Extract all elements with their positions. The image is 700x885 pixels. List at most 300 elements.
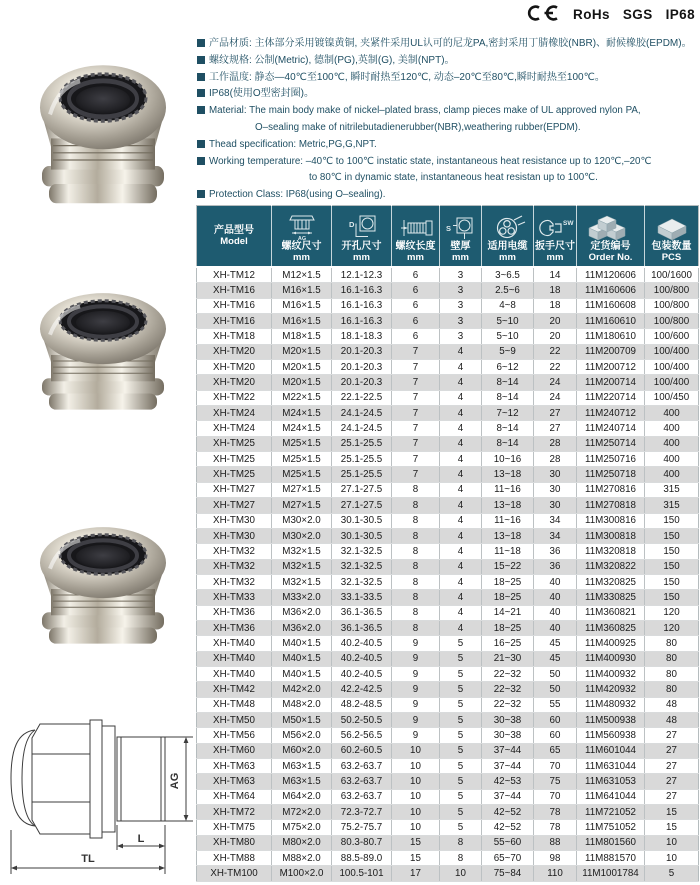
wrench-icon bbox=[536, 214, 574, 241]
table-cell: 4 bbox=[440, 344, 482, 359]
table-cell: 37~44 bbox=[482, 789, 534, 804]
table-cell: 18 bbox=[534, 283, 577, 298]
table-cell: 7 bbox=[392, 452, 440, 467]
table-cell: XH-TM56 bbox=[197, 728, 272, 743]
table-cell: 22~32 bbox=[482, 697, 534, 712]
table-cell: 40 bbox=[534, 605, 577, 620]
table-cell: 8~14 bbox=[482, 375, 534, 390]
table-cell: 8 bbox=[392, 605, 440, 620]
spec-list bbox=[197, 36, 700, 204]
table-cell: 30.1-30.5 bbox=[332, 528, 392, 543]
table-cell: 8 bbox=[392, 544, 440, 559]
table-cell: XH-TM16 bbox=[197, 314, 272, 329]
table-cell: 37~44 bbox=[482, 743, 534, 758]
svg-text:S: S bbox=[445, 224, 451, 233]
table-row bbox=[197, 360, 699, 375]
table-row bbox=[197, 314, 699, 329]
table-cell: XH-TM25 bbox=[197, 467, 272, 482]
table-cell: 78 bbox=[534, 805, 577, 820]
table-cell: 42~53 bbox=[482, 774, 534, 789]
table-cell: M88×2.0 bbox=[272, 851, 332, 866]
table-cell: M22×1.5 bbox=[272, 390, 332, 405]
table-cell: 4 bbox=[440, 590, 482, 605]
table-cell: 17 bbox=[392, 866, 440, 881]
table-cell: 65 bbox=[534, 743, 577, 758]
table-cell: 48 bbox=[645, 697, 699, 712]
table-row bbox=[197, 498, 699, 513]
ce-mark-icon bbox=[526, 5, 560, 24]
table-cell: 28 bbox=[534, 452, 577, 467]
svg-text:D: D bbox=[348, 220, 354, 229]
table-cell: 9 bbox=[392, 636, 440, 651]
table-cell: 8 bbox=[392, 513, 440, 528]
table-cell: 11M160610 bbox=[577, 314, 645, 329]
table-cell: 27 bbox=[534, 421, 577, 436]
table-cell: 14 bbox=[534, 267, 577, 283]
table-cell: 5 bbox=[440, 712, 482, 727]
table-cell: 9 bbox=[392, 651, 440, 666]
table-cell: 5 bbox=[645, 866, 699, 881]
table-cell: M25×1.5 bbox=[272, 467, 332, 482]
table-cell: M20×1.5 bbox=[272, 375, 332, 390]
table-cell: M60×2.0 bbox=[272, 743, 332, 758]
table-cell: 40 bbox=[534, 620, 577, 635]
table-row bbox=[197, 866, 699, 881]
table-cell: 4 bbox=[440, 605, 482, 620]
table-cell: 36 bbox=[534, 544, 577, 559]
table-cell: 10 bbox=[645, 835, 699, 850]
table-cell: 10 bbox=[392, 774, 440, 789]
bullet-square-icon bbox=[197, 89, 205, 97]
table-cell: 5 bbox=[440, 682, 482, 697]
table-cell: 24.1-24.5 bbox=[332, 421, 392, 436]
table-cell: 10 bbox=[440, 866, 482, 881]
table-cell: 3 bbox=[440, 283, 482, 298]
table-row bbox=[197, 482, 699, 497]
table-cell: 63.2-63.7 bbox=[332, 759, 392, 774]
table-cell: 5 bbox=[440, 759, 482, 774]
table-cell: 16.1-16.3 bbox=[332, 298, 392, 313]
table-cell: 6~12 bbox=[482, 360, 534, 375]
table-cell: 4 bbox=[440, 421, 482, 436]
spec-material-cn: 产品材质: 主体部分采用镀镍黄铜, 夹紧件采用UL认可的尼龙PA,密封采用丁腈橡胶(NBR)、耐候橡胶(EPDM)。 bbox=[197, 36, 700, 53]
table-row bbox=[197, 743, 699, 758]
table-cell: 11M320825 bbox=[577, 574, 645, 589]
table-cell: 6 bbox=[392, 298, 440, 313]
table-cell: XH-TM48 bbox=[197, 697, 272, 712]
table-cell: XH-TM24 bbox=[197, 406, 272, 421]
table-row bbox=[197, 574, 699, 589]
table-cell: 11M631053 bbox=[577, 774, 645, 789]
table-cell: 70 bbox=[534, 789, 577, 804]
table-cell: 100/800 bbox=[645, 283, 699, 298]
table-cell: 6 bbox=[392, 283, 440, 298]
table-cell: XH-TM60 bbox=[197, 743, 272, 758]
table-cell: M63×1.5 bbox=[272, 774, 332, 789]
table-cell: M100×2.0 bbox=[272, 866, 332, 881]
table-cell: M12×1.5 bbox=[272, 267, 332, 283]
table-cell: 22~32 bbox=[482, 666, 534, 681]
cert-rohs: RoHs bbox=[573, 7, 610, 22]
table-cell: 63.2-63.7 bbox=[332, 774, 392, 789]
table-cell: M48×2.0 bbox=[272, 697, 332, 712]
table-cell: XH-TM20 bbox=[197, 344, 272, 359]
col-wall-thickness: S 壁厚 mm bbox=[440, 206, 482, 268]
table-cell: 6 bbox=[392, 314, 440, 329]
table-cell: XH-TM88 bbox=[197, 851, 272, 866]
table-cell: 24.1-24.5 bbox=[332, 406, 392, 421]
table-cell: 4 bbox=[440, 544, 482, 559]
table-cell: M16×1.5 bbox=[272, 283, 332, 298]
table-cell: 12.1-12.3 bbox=[332, 267, 392, 283]
table-row bbox=[197, 851, 699, 866]
table-cell: 4 bbox=[440, 406, 482, 421]
table-cell: 4 bbox=[440, 452, 482, 467]
drawing-label-ag: AG bbox=[169, 772, 181, 790]
table-row bbox=[197, 820, 699, 835]
table-row bbox=[197, 452, 699, 467]
table-cell: M20×1.5 bbox=[272, 344, 332, 359]
table-cell: 150 bbox=[645, 528, 699, 543]
spec-temperature-en: Working temperature: –40℃ to 100℃ instatic state, instantaneous heat resistance up to 120℃,–20℃ bbox=[197, 154, 700, 171]
wall-thickness-icon bbox=[443, 214, 479, 241]
table-cell: 10 bbox=[392, 759, 440, 774]
table-cell: 32.1-32.5 bbox=[332, 559, 392, 574]
table-cell: 3~6.5 bbox=[482, 267, 534, 283]
table-cell: 70 bbox=[534, 759, 577, 774]
package-box-icon bbox=[652, 214, 692, 241]
table-cell: 11M360825 bbox=[577, 620, 645, 635]
svg-text:SW: SW bbox=[563, 220, 574, 227]
bullet-square-icon bbox=[197, 39, 205, 47]
table-cell: 34 bbox=[534, 528, 577, 543]
table-cell: 8 bbox=[392, 620, 440, 635]
table-cell: 48 bbox=[645, 712, 699, 727]
col-order-no: 定货编号 Order No. bbox=[577, 206, 645, 268]
table-cell: 11M881570 bbox=[577, 851, 645, 866]
table-cell: 5 bbox=[440, 636, 482, 651]
cert-sgs: SGS bbox=[622, 7, 653, 22]
table-cell: 11M641044 bbox=[577, 789, 645, 804]
table-cell: XH-TM25 bbox=[197, 436, 272, 451]
table-cell: 27 bbox=[645, 774, 699, 789]
table-row bbox=[197, 759, 699, 774]
drawing-label-l: L bbox=[137, 833, 145, 845]
table-cell: XH-TM27 bbox=[197, 482, 272, 497]
table-cell: 11M200714 bbox=[577, 375, 645, 390]
table-cell: 8 bbox=[392, 559, 440, 574]
table-cell: 80 bbox=[645, 682, 699, 697]
spec-material-en: Material: The main body make of nickel–plated brass, clamp pieces make of UL approved nylon PA, bbox=[197, 103, 700, 120]
table-cell: 14~21 bbox=[482, 605, 534, 620]
table-cell: 11M721052 bbox=[577, 805, 645, 820]
table-cell: 10 bbox=[392, 805, 440, 820]
table-cell: XH-TM20 bbox=[197, 375, 272, 390]
table-cell: 11M631044 bbox=[577, 759, 645, 774]
col-thread-length: 螺纹长度 mm bbox=[392, 206, 440, 268]
table-cell: M33×2.0 bbox=[272, 590, 332, 605]
bullet-square-icon bbox=[197, 106, 205, 114]
table-cell: XH-TM36 bbox=[197, 605, 272, 620]
table-cell: XH-TM63 bbox=[197, 774, 272, 789]
table-cell: 10~16 bbox=[482, 452, 534, 467]
table-cell: 20.1-20.3 bbox=[332, 344, 392, 359]
table-cell: 6 bbox=[392, 267, 440, 283]
order-boxes-icon bbox=[585, 214, 637, 241]
table-cell: XH-TM22 bbox=[197, 390, 272, 405]
table-cell: 63.2-63.7 bbox=[332, 789, 392, 804]
table-cell: XH-TM16 bbox=[197, 298, 272, 313]
table-cell: 24 bbox=[534, 375, 577, 390]
table-cell: 4 bbox=[440, 482, 482, 497]
spec-table bbox=[196, 205, 699, 882]
bullet-square-icon bbox=[197, 190, 205, 198]
table-cell: M25×1.5 bbox=[272, 452, 332, 467]
table-cell: 8~14 bbox=[482, 421, 534, 436]
col-model: 产品型号 Model bbox=[197, 206, 272, 268]
table-cell: 11M200712 bbox=[577, 360, 645, 375]
table-cell: 400 bbox=[645, 452, 699, 467]
table-cell: 11M601044 bbox=[577, 743, 645, 758]
table-cell: 10 bbox=[392, 789, 440, 804]
table-cell: 80 bbox=[645, 666, 699, 681]
table-cell: M64×2.0 bbox=[272, 789, 332, 804]
table-row bbox=[197, 283, 699, 298]
table-cell: 15 bbox=[392, 835, 440, 850]
table-cell: 30 bbox=[534, 467, 577, 482]
table-cell: M40×1.5 bbox=[272, 651, 332, 666]
table-cell: M56×2.0 bbox=[272, 728, 332, 743]
table-cell: 30~38 bbox=[482, 712, 534, 727]
table-cell: 11M240712 bbox=[577, 406, 645, 421]
table-header-row bbox=[197, 206, 699, 268]
drawing-label-tl: TL bbox=[81, 853, 95, 865]
table-cell: 4 bbox=[440, 498, 482, 513]
table-cell: 15~22 bbox=[482, 559, 534, 574]
table-cell: 4 bbox=[440, 467, 482, 482]
table-cell: XH-TM64 bbox=[197, 789, 272, 804]
table-cell: 36.1-36.5 bbox=[332, 620, 392, 635]
table-cell: M40×1.5 bbox=[272, 666, 332, 681]
table-cell: 8 bbox=[392, 498, 440, 513]
table-cell: 100/1600 bbox=[645, 267, 699, 283]
table-cell: 22 bbox=[534, 360, 577, 375]
table-cell: 8 bbox=[440, 851, 482, 866]
table-cell: 8 bbox=[392, 528, 440, 543]
table-cell: 16~25 bbox=[482, 636, 534, 651]
table-cell: 5~9 bbox=[482, 344, 534, 359]
table-cell: 150 bbox=[645, 544, 699, 559]
table-cell: 100/400 bbox=[645, 360, 699, 375]
table-cell: 75.2-75.7 bbox=[332, 820, 392, 835]
table-row bbox=[197, 406, 699, 421]
table-cell: 27 bbox=[645, 728, 699, 743]
table-cell: 50 bbox=[534, 666, 577, 681]
thread-size-icon bbox=[284, 214, 320, 241]
table-cell: 11M160606 bbox=[577, 283, 645, 298]
table-cell: 27 bbox=[534, 406, 577, 421]
table-cell: 5 bbox=[440, 666, 482, 681]
table-cell: 42~52 bbox=[482, 805, 534, 820]
table-cell: 4 bbox=[440, 559, 482, 574]
table-cell: XH-TM40 bbox=[197, 666, 272, 681]
table-cell: 11M120606 bbox=[577, 267, 645, 283]
table-cell: 4~8 bbox=[482, 298, 534, 313]
table-row bbox=[197, 789, 699, 804]
table-cell: XH-TM42 bbox=[197, 682, 272, 697]
spec-protection-en: Protection Class: IP68(using O–sealing). bbox=[197, 187, 700, 204]
table-cell: 11M220714 bbox=[577, 390, 645, 405]
table-cell: 5 bbox=[440, 774, 482, 789]
table-cell: M63×1.5 bbox=[272, 759, 332, 774]
table-cell: 7 bbox=[392, 360, 440, 375]
table-cell: 56.2-56.5 bbox=[332, 728, 392, 743]
table-cell: XH-TM30 bbox=[197, 513, 272, 528]
table-cell: 5~10 bbox=[482, 329, 534, 344]
table-cell: 4 bbox=[440, 436, 482, 451]
table-row bbox=[197, 666, 699, 681]
table-cell: XH-TM33 bbox=[197, 590, 272, 605]
table-cell: 36 bbox=[534, 559, 577, 574]
table-cell: 11M250714 bbox=[577, 436, 645, 451]
table-cell: M50×1.5 bbox=[272, 712, 332, 727]
table-cell: 100/600 bbox=[645, 329, 699, 344]
table-cell: 315 bbox=[645, 498, 699, 513]
table-row bbox=[197, 697, 699, 712]
table-cell: 4 bbox=[440, 375, 482, 390]
table-cell: 11M400930 bbox=[577, 651, 645, 666]
table-cell: 8 bbox=[392, 482, 440, 497]
table-cell: 88.5-89.0 bbox=[332, 851, 392, 866]
table-cell: M24×1.5 bbox=[272, 421, 332, 436]
table-cell: 11~16 bbox=[482, 513, 534, 528]
table-cell: 150 bbox=[645, 590, 699, 605]
table-cell: XH-TM32 bbox=[197, 574, 272, 589]
table-cell: 60 bbox=[534, 712, 577, 727]
table-cell: 11M400932 bbox=[577, 666, 645, 681]
product-photo-2 bbox=[28, 282, 178, 434]
table-cell: 88 bbox=[534, 835, 577, 850]
table-cell: 5~10 bbox=[482, 314, 534, 329]
cert-ip68: IP68 bbox=[665, 7, 695, 22]
table-cell: 16.1-16.3 bbox=[332, 314, 392, 329]
table-cell: 3 bbox=[440, 314, 482, 329]
table-cell: 100/800 bbox=[645, 298, 699, 313]
table-cell: 80 bbox=[645, 636, 699, 651]
table-row bbox=[197, 590, 699, 605]
table-cell: 11~16 bbox=[482, 482, 534, 497]
certifications bbox=[526, 5, 695, 24]
table-cell: M16×1.5 bbox=[272, 298, 332, 313]
table-cell: M27×1.5 bbox=[272, 498, 332, 513]
table-cell: 11M160608 bbox=[577, 298, 645, 313]
table-cell: 40.2-40.5 bbox=[332, 651, 392, 666]
table-cell: 7 bbox=[392, 436, 440, 451]
svg-text:AG: AG bbox=[297, 236, 306, 241]
table-cell: M18×1.5 bbox=[272, 329, 332, 344]
col-thread-size: AG 螺纹尺寸 mm bbox=[272, 206, 332, 268]
table-cell: 7 bbox=[392, 467, 440, 482]
table-cell: 11M801560 bbox=[577, 835, 645, 850]
table-cell: 11~18 bbox=[482, 544, 534, 559]
table-cell: 15 bbox=[645, 820, 699, 835]
table-cell: 400 bbox=[645, 436, 699, 451]
table-cell: 5 bbox=[440, 697, 482, 712]
table-cell: 55 bbox=[534, 697, 577, 712]
table-cell: M32×1.5 bbox=[272, 574, 332, 589]
table-cell: 36.1-36.5 bbox=[332, 605, 392, 620]
table-cell: 7 bbox=[392, 375, 440, 390]
table-row bbox=[197, 467, 699, 482]
table-cell: 80.3-80.7 bbox=[332, 835, 392, 850]
table-cell: 100/800 bbox=[645, 314, 699, 329]
table-cell: 9 bbox=[392, 682, 440, 697]
table-cell: 40.2-40.5 bbox=[332, 636, 392, 651]
dimension-drawing bbox=[2, 692, 198, 882]
table-cell: 11M420932 bbox=[577, 682, 645, 697]
table-cell: M36×2.0 bbox=[272, 620, 332, 635]
table-cell: 100/450 bbox=[645, 390, 699, 405]
table-row bbox=[197, 636, 699, 651]
table-cell: 72.3-72.7 bbox=[332, 805, 392, 820]
table-cell: 11M270818 bbox=[577, 498, 645, 513]
table-cell: 13~18 bbox=[482, 528, 534, 543]
table-cell: 27.1-27.5 bbox=[332, 498, 392, 513]
table-cell: 7 bbox=[392, 406, 440, 421]
table-cell: 22.1-22.5 bbox=[332, 390, 392, 405]
table-cell: M36×2.0 bbox=[272, 605, 332, 620]
spec-temperature-cn: 工作温度: 静态—40℃至100℃, 瞬时耐热至120℃, 动态–20℃至80℃,瞬时耐热至100℃。 bbox=[197, 70, 700, 87]
table-row bbox=[197, 513, 699, 528]
table-cell: 27.1-27.5 bbox=[332, 482, 392, 497]
table-cell: XH-TM27 bbox=[197, 498, 272, 513]
table-cell: 11M480932 bbox=[577, 697, 645, 712]
col-package-qty: 包装数量 PCS bbox=[645, 206, 699, 268]
table-cell: 11M1001784 bbox=[577, 866, 645, 881]
table-cell: XH-TM32 bbox=[197, 559, 272, 574]
table-cell: 110 bbox=[534, 866, 577, 881]
table-cell: 60 bbox=[534, 728, 577, 743]
table-cell: 28 bbox=[534, 436, 577, 451]
table-cell: 5 bbox=[440, 805, 482, 820]
table-cell: 20.1-20.3 bbox=[332, 375, 392, 390]
table-cell: 48.2-48.5 bbox=[332, 697, 392, 712]
spec-thread-cn: 螺纹规格: 公制(Metric), 德制(PG),英制(G), 美制(NPT)。 bbox=[197, 53, 700, 70]
table-cell: 15 bbox=[645, 805, 699, 820]
table-cell: XH-TM30 bbox=[197, 528, 272, 543]
table-cell: 10 bbox=[392, 743, 440, 758]
col-wrench-size: SW 扳手尺寸 mm bbox=[534, 206, 577, 268]
table-cell: XH-TM40 bbox=[197, 651, 272, 666]
spec-material-en-cont: O–sealing make of nitrilebutadienerubber(NBR),weathering rubber(EPDM). bbox=[255, 121, 581, 133]
table-cell: 5 bbox=[440, 820, 482, 835]
table-cell: M16×1.5 bbox=[272, 314, 332, 329]
table-cell: 9 bbox=[392, 712, 440, 727]
table-row bbox=[197, 298, 699, 313]
table-cell: 24 bbox=[534, 390, 577, 405]
table-cell: 20 bbox=[534, 314, 577, 329]
table-cell: 400 bbox=[645, 406, 699, 421]
product-photo-1 bbox=[28, 52, 178, 232]
table-cell: 18~25 bbox=[482, 574, 534, 589]
table-cell: 60.2-60.5 bbox=[332, 743, 392, 758]
hole-size-icon bbox=[344, 214, 380, 241]
table-cell: 11M400925 bbox=[577, 636, 645, 651]
table-cell: M30×2.0 bbox=[272, 513, 332, 528]
table-cell: 8 bbox=[440, 835, 482, 850]
table-cell: 65~70 bbox=[482, 851, 534, 866]
table-cell: 11M200709 bbox=[577, 344, 645, 359]
